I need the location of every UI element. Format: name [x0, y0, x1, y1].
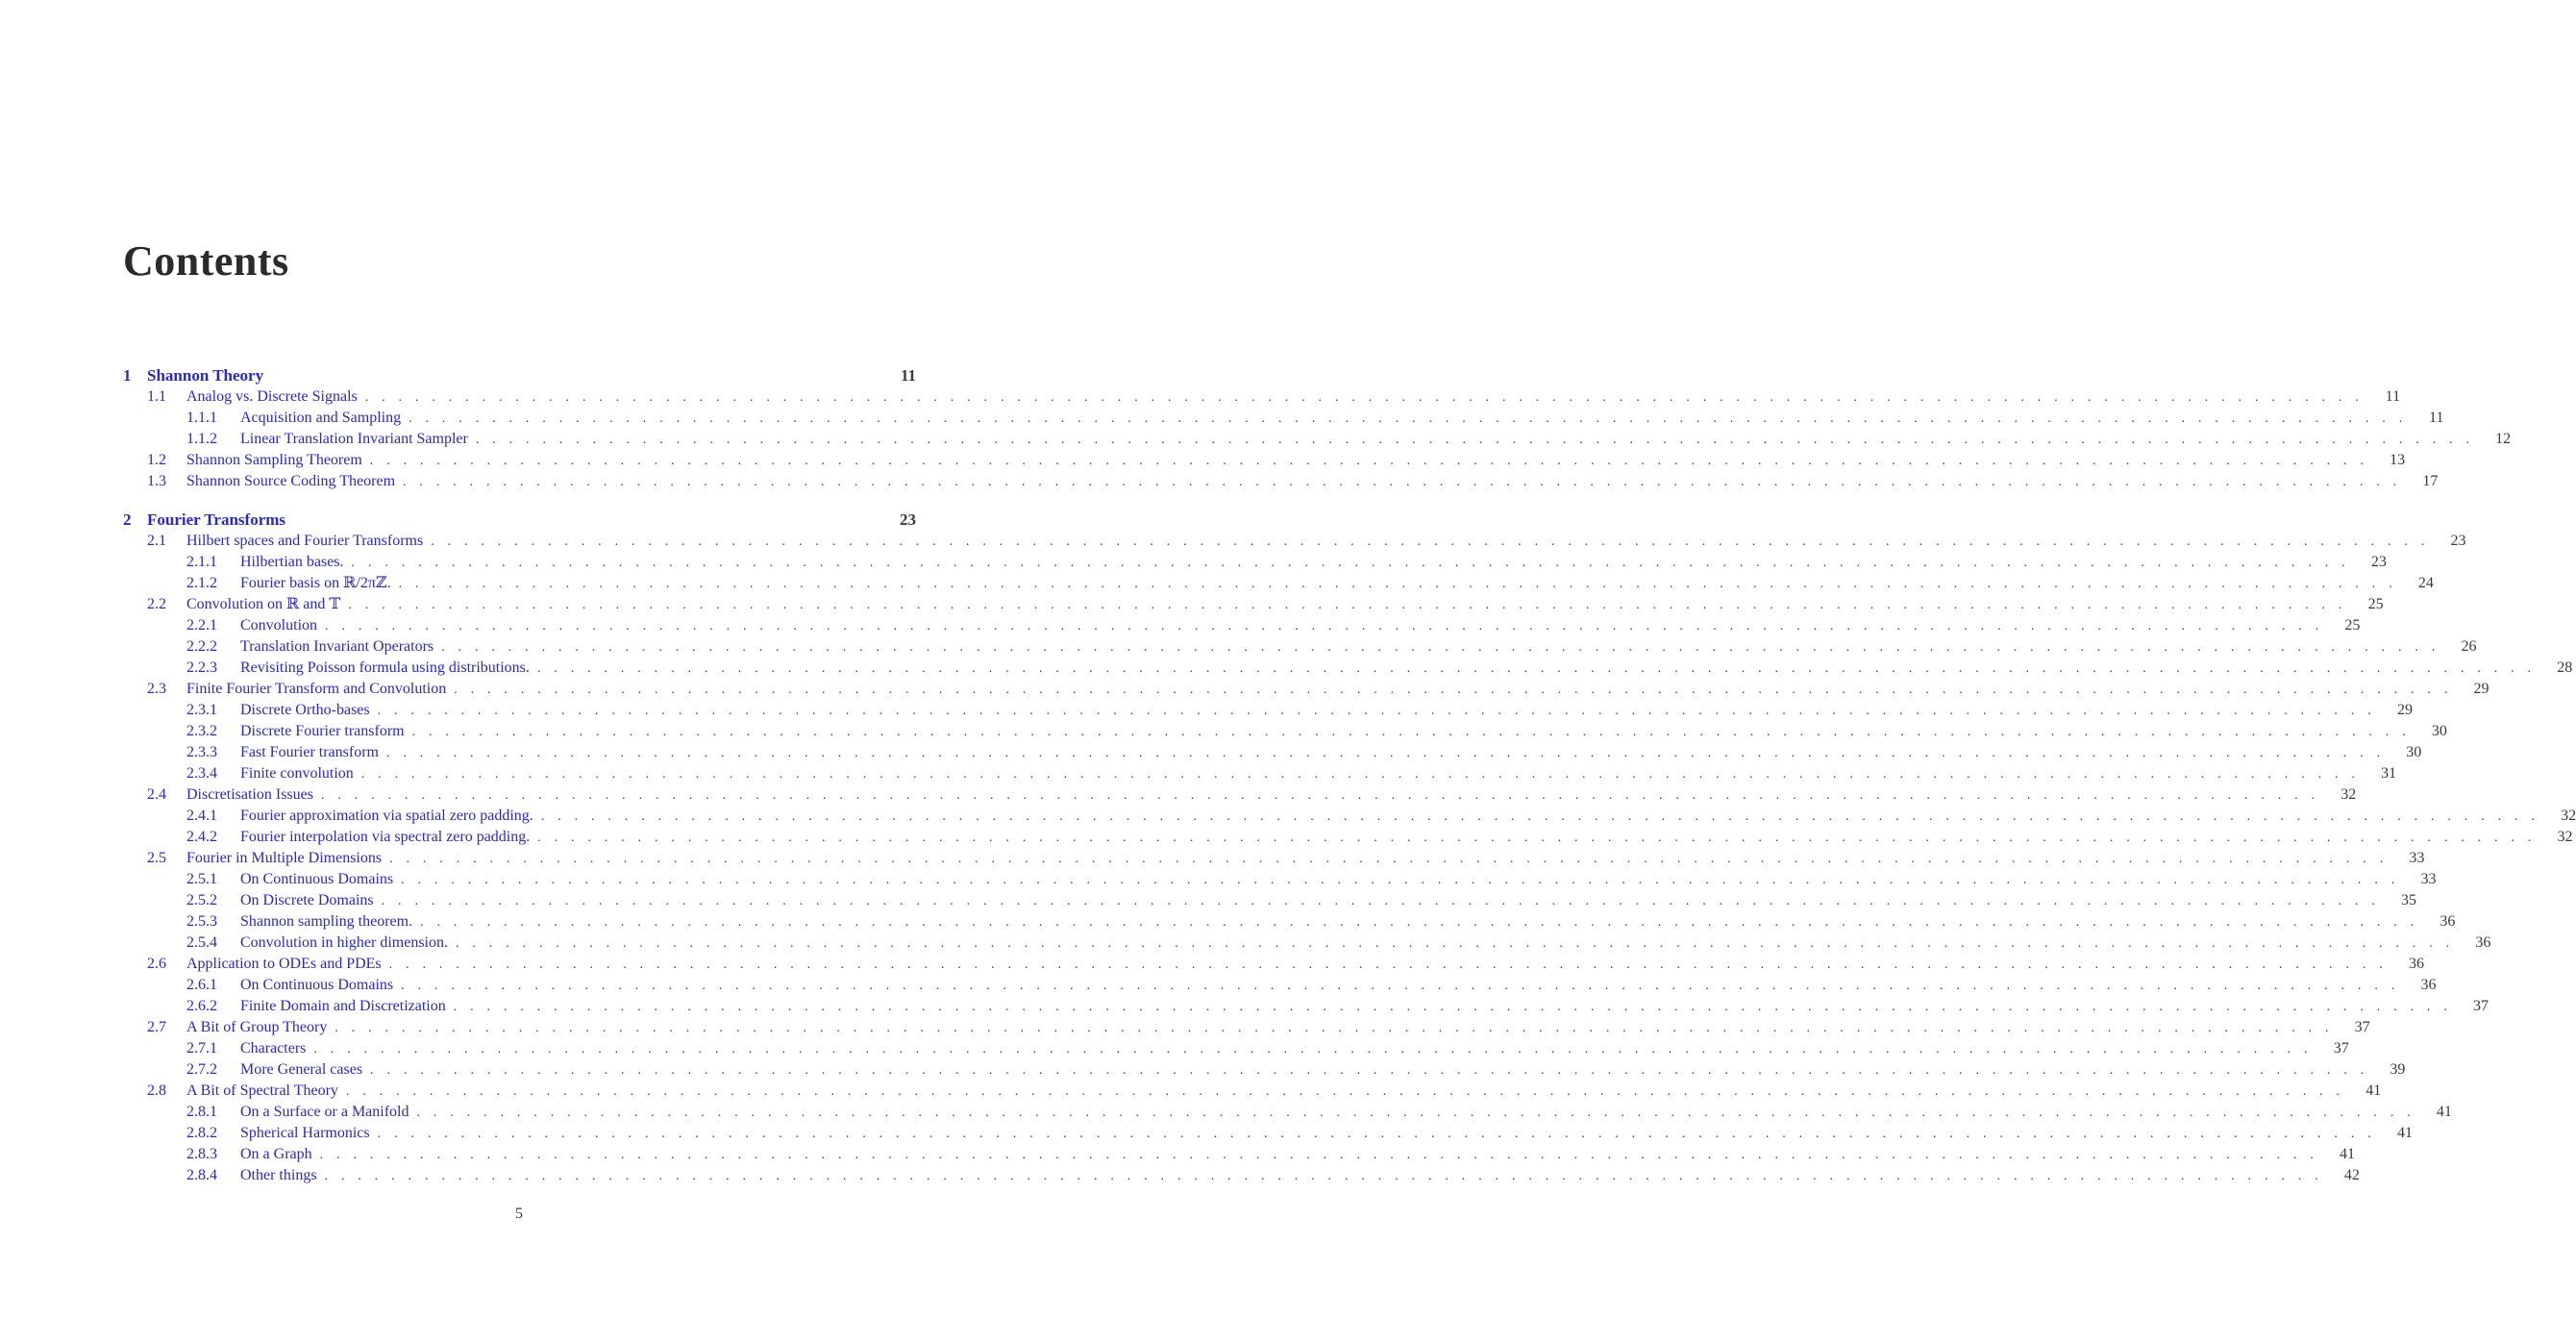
page-number: 5	[515, 1206, 523, 1222]
toc-section-link[interactable]	[123, 471, 2439, 492]
section-number[interactable]: 1.2	[147, 452, 166, 468]
toc-section-link[interactable]	[123, 594, 2384, 615]
toc-subsection-link[interactable]	[123, 1165, 2360, 1186]
subsection-number[interactable]: 2.5.2	[186, 892, 217, 908]
toc-section-link[interactable]	[123, 954, 2424, 975]
subsection-number[interactable]: 2.1.1	[186, 554, 217, 570]
toc-subsection-link[interactable]	[123, 721, 2447, 742]
section-number[interactable]: 1.3	[147, 473, 166, 489]
subsection-number[interactable]: 2.5.3	[186, 913, 217, 930]
section-page[interactable]: 41	[2365, 1082, 2382, 1099]
subsection-title[interactable]: Discrete Fourier transform	[240, 723, 405, 739]
section-title[interactable]: Shannon Source Coding Theorem	[186, 473, 396, 489]
subsection-page[interactable]: 26	[2461, 638, 2477, 655]
dot-leader: . . . . . . . . . . . . . . . . . . . . . . . . . . . . . . . . . . . . . . . . . . . . . . . . . . . . . . . . . . . . . . . . . . . . . . . . . . . . . . . . . . . . . . . . . . . . . . . . . . . . . . . . . . . . . . . . . . . . . . . .	[351, 556, 2350, 570]
subsection-title[interactable]: Fourier approximation via spatial zero padding.	[240, 808, 533, 824]
dot-leader: . . . . . . . . . . . . . . . . . . . . . . . . . . . . . . . . . . . . . . . . . . . . . . . . . . . . . . . . . . . . . . . . . . . . . . . . . . . . . . . . . . . . . . . . . . . . . . . . . . . . . . . . . . . . . . . . . . . . . . . .	[324, 1169, 2323, 1183]
toc-subsection-link[interactable]	[123, 869, 2437, 890]
dot-leader: . . . . . . . . . . . . . . . . . . . . . . . . . . . . . . . . . . . . . . . . . . . . . . . . . . . . . . . . . . . . . . . . . . . . . . . . . . . . . . . . . . . . . . . . . . . . . . . . . . . . . . . . . . . . . . . . . . . . . . . .	[364, 390, 2365, 405]
subsection-title[interactable]: Other things	[240, 1167, 317, 1183]
dot-leader: . . . . . . . . . . . . . . . . . . . . . . . . . . . . . . . . . . . . . . . . . . . . . . . . . . . . . . . . . . . . . . . . . . . . . . . . . . . . . . . . . . . . . . . . . . . . . . . . . . . . . . . . . . . . . . . . . . . . . . . .	[320, 788, 2320, 803]
subsection-page[interactable]: 35	[2400, 892, 2416, 908]
toc-chapter	[123, 510, 2576, 1186]
section-number[interactable]: 2.3	[147, 681, 166, 697]
toc-chapter-link[interactable]	[123, 365, 916, 386]
dot-leader: . . . . . . . . . . . . . . . . . . . . . . . . . . . . . . . . . . . . . . . . . . . . . . . . . . . . . . . . . . . . . . . . . . . . . . . . . . . . . . . . . . . . . . . . . . . . . . . . . . . . . . . . . . . . . . . . . . . . . . . .	[348, 598, 2347, 612]
subsection-page[interactable]: 42	[2343, 1167, 2360, 1183]
subsection-page[interactable]: 39	[2390, 1061, 2406, 1078]
section-title[interactable]: Shannon Sampling Theorem	[186, 452, 362, 468]
subsection-page[interactable]: 36	[2440, 913, 2456, 930]
section-page[interactable]: 17	[2422, 473, 2439, 489]
section-number[interactable]: 2.8	[147, 1082, 166, 1099]
toc-subsection-link[interactable]	[123, 658, 2573, 679]
subsection-title[interactable]: Characters	[240, 1040, 307, 1057]
dot-leader: . . . . . . . . . . . . . . . . . . . . . . . . . . . . . . . . . . . . . . . . . . . . . . . . . . . . . . . . . . . . . . . . . . . . . . . . . . . . . . . . . . . . . . . . . . . . . . . . . . . . . . . . . . . . . . . . . . . . . . . .	[377, 704, 2376, 718]
section-page[interactable]: 13	[2390, 452, 2406, 468]
subsection-page[interactable]: 12	[2495, 431, 2512, 447]
subsection-number[interactable]: 2.5.4	[186, 934, 217, 951]
toc-section-link[interactable]	[123, 450, 2406, 471]
dot-leader: . . . . . . . . . . . . . . . . . . . . . . . . . . . . . . . . . . . . . . . . . . . . . . . . . . . . . . . . . . . . . . . . . . . . . . . . . . . . . . . . . . . . . . . . . . . . . . . . . . . . . . . . . . . . . . . . . . . . . . . .	[389, 852, 2389, 866]
section-page[interactable]: 37	[2354, 1019, 2370, 1035]
toc-section-link[interactable]	[123, 1017, 2370, 1038]
subsection-title[interactable]: On a Surface or a Manifold	[240, 1104, 409, 1120]
section-title[interactable]: Fourier in Multiple Dimensions	[186, 850, 383, 866]
subsection-page[interactable]: 31	[2381, 765, 2397, 782]
toc-subsection-link[interactable]	[123, 763, 2397, 784]
subsection-title[interactable]: On Continuous Domains	[240, 871, 394, 887]
toc-section-link[interactable]	[123, 386, 2401, 408]
toc-section-link[interactable]	[123, 1081, 2382, 1102]
toc-chapter-link[interactable]	[123, 510, 916, 531]
page-title: Contents	[123, 237, 289, 285]
toc-subsection-link[interactable]	[123, 1059, 2406, 1081]
toc-subsection-link[interactable]	[123, 996, 2489, 1017]
chapter-title[interactable]: Fourier Transforms	[147, 510, 286, 529]
subsection-title[interactable]: Fourier basis on ℝ/2πℤ.	[240, 575, 391, 591]
subsection-number[interactable]: 1.1.2	[186, 431, 217, 447]
dot-leader: . . . . . . . . . . . . . . . . . . . . . . . . . . . . . . . . . . . . . . . . . . . . . . . . . . . . . . . . . . . . . . . . . . . . . . . . . . . . . . . . . . . . . . . . . . . . . . . . . . . . . . . . . . . . . . . . . . . . . . . .	[325, 619, 2324, 634]
subsection-number[interactable]: 2.1.2	[186, 575, 217, 591]
toc-subsection-link[interactable]	[123, 573, 2434, 594]
subsection-title[interactable]: On Discrete Domains	[240, 892, 374, 908]
section-number[interactable]: 2.2	[147, 596, 166, 612]
subsection-page[interactable]: 25	[2344, 617, 2361, 634]
toc-section-link[interactable]	[123, 531, 2466, 552]
subsection-title[interactable]: Hilbertian bases.	[240, 554, 344, 570]
subsection-title[interactable]: More General cases	[240, 1061, 363, 1078]
toc-subsection-link[interactable]	[123, 429, 2512, 450]
subsection-title[interactable]: Finite Domain and Discretization	[240, 998, 446, 1014]
dot-leader: . . . . . . . . . . . . . . . . . . . . . . . . . . . . . . . . . . . . . . . . . . . . . . . . . . . . . . . . . . . . . . . . . . . . . . . . . . . . . . . . . . . . . . . . . . . . . . . . . . . . . . . . . . . . . . . . . . . . . . . .	[540, 809, 2540, 824]
toc-subsection-link[interactable]	[123, 911, 2456, 933]
subsection-page[interactable]: 33	[2420, 871, 2437, 887]
dot-leader: . . . . . . . . . . . . . . . . . . . . . . . . . . . . . . . . . . . . . . . . . . . . . . . . . . . . . . . . . . . . . . . . . . . . . . . . . . . . . . . . . . . . . . . . . . . . . . . . . . . . . . . . . . . . . . . . . . . . . . . .	[381, 894, 2380, 908]
subsection-title[interactable]: Translation Invariant Operators	[240, 638, 434, 655]
section-page[interactable]: 29	[2473, 681, 2489, 697]
dot-leader: . . . . . . . . . . . . . . . . . . . . . . . . . . . . . . . . . . . . . . . . . . . . . . . . . . . . . . . . . . . . . . . . . . . . . . . . . . . . . . . . . . . . . . . . . . . . . . . . . . . . . . . . . . . . . . . . . . . . . . . .	[403, 475, 2402, 489]
section-title[interactable]: Hilbert spaces and Fourier Transforms	[186, 533, 424, 549]
dot-leader: . . . . . . . . . . . . . . . . . . . . . . . . . . . . . . . . . . . . . . . . . . . . . . . . . . . . . . . . . . . . . . . . . . . . . . . . . . . . . . . . . . . . . . . . . . . . . . . . . . . . . . . . . . . . . . . . . . . . . . . .	[441, 640, 2440, 655]
section-title[interactable]: Finite Fourier Transform and Convolution	[186, 681, 447, 697]
dot-leader: . . . . . . . . . . . . . . . . . . . . . . . . . . . . . . . . . . . . . . . . . . . . . . . . . . . . . . . . . . . . . . . . . . . . . . . . . . . . . . . . . . . . . . . . . . . . . . . . . . . . . . . . . . . . . . . . . . . . . . . .	[398, 577, 2397, 591]
dot-leader: . . . . . . . . . . . . . . . . . . . . . . . . . . . . . . . . . . . . . . . . . . . . . . . . . . . . . . . . . . . . . . . . . . . . . . . . . . . . . . . . . . . . . . . . . . . . . . . . . . . . . . . . . . . . . . . . . . . . . . . .	[475, 433, 2475, 447]
section-page[interactable]: 36	[2408, 956, 2424, 972]
dot-leader: . . . . . . . . . . . . . . . . . . . . . . . . . . . . . . . . . . . . . . . . . . . . . . . . . . . . . . . . . . . . . . . . . . . . . . . . . . . . . . . . . . . . . . . . . . . . . . . . . . . . . . . . . . . . . . . . . . . . . . . .	[369, 454, 2369, 468]
subsection-number[interactable]: 2.8.3	[186, 1146, 217, 1162]
chapter-page[interactable]: 23	[900, 510, 916, 529]
section-title[interactable]: Analog vs. Discrete Signals	[186, 388, 358, 405]
toc-subsection-link[interactable]	[123, 700, 2413, 721]
subsection-page[interactable]: 41	[2396, 1125, 2413, 1141]
subsection-title[interactable]: Spherical Harmonics	[240, 1125, 370, 1141]
section-title[interactable]: A Bit of Spectral Theory	[186, 1082, 338, 1099]
section-title[interactable]: Application to ODEs and PDEs	[186, 956, 382, 972]
toc-subsection-link[interactable]	[123, 1144, 2355, 1165]
dot-leader: . . . . . . . . . . . . . . . . . . . . . . . . . . . . . . . . . . . . . . . . . . . . . . . . . . . . . . . . . . . . . . . . . . . . . . . . . . . . . . . . . . . . . . . . . . . . . . . . . . . . . . . . . . . . . . . . . . . . . . . .	[388, 958, 2388, 972]
subsection-number[interactable]: 2.8.1	[186, 1104, 217, 1120]
subsection-number[interactable]: 2.4.2	[186, 829, 217, 845]
subsection-number[interactable]: 2.8.2	[186, 1125, 217, 1141]
section-number[interactable]: 1.1	[147, 388, 166, 405]
toc-chapter	[123, 365, 2512, 492]
subsection-number[interactable]: 2.2.2	[186, 638, 217, 655]
toc-subsection-link[interactable]	[123, 742, 2422, 763]
section-title[interactable]: Convolution on ℝ and 𝕋	[186, 596, 341, 612]
toc-subsection-link[interactable]	[123, 806, 2576, 827]
subsection-title[interactable]: Convolution in higher dimension.	[240, 934, 448, 951]
subsection-number[interactable]: 2.3.1	[186, 702, 217, 718]
toc-subsection-link[interactable]	[123, 975, 2437, 996]
chapter-page[interactable]: 11	[900, 366, 916, 385]
subsection-number[interactable]: 2.3.4	[186, 765, 217, 782]
dot-leader: . . . . . . . . . . . . . . . . . . . . . . . . . . . . . . . . . . . . . . . . . . . . . . . . . . . . . . . . . . . . . . . . . . . . . . . . . . . . . . . . . . . . . . . . . . . . . . . . . . . . . . . . . . . . . . . . . . . . . . . .	[411, 725, 2411, 739]
subsection-page[interactable]: 11	[2429, 410, 2444, 426]
subsection-number[interactable]: 2.3.3	[186, 744, 217, 760]
subsection-page[interactable]: 37	[2333, 1040, 2349, 1057]
subsection-page[interactable]: 29	[2396, 702, 2413, 718]
subsection-page[interactable]: 30	[2431, 723, 2447, 739]
subsection-number[interactable]: 1.1.1	[186, 410, 217, 426]
dot-leader: . . . . . . . . . . . . . . . . . . . . . . . . . . . . . . . . . . . . . . . . . . . . . . . . . . . . . . . . . . . . . . . . . . . . . . . . . . . . . . . . . . . . . . . . . . . . . . . . . . . . . . . . . . . . . . . . . . . . . . . .	[536, 661, 2537, 676]
chapter-number[interactable]: 2	[123, 510, 132, 529]
section-number[interactable]: 2.6	[147, 956, 166, 972]
subsection-page[interactable]: 37	[2473, 998, 2489, 1014]
toc-section-link[interactable]	[123, 784, 2357, 806]
subsection-title[interactable]: Acquisition and Sampling	[240, 410, 402, 426]
subsection-title[interactable]: Discrete Ortho-bases	[240, 702, 370, 718]
subsection-page[interactable]: 23	[2370, 554, 2387, 570]
chapter-title[interactable]: Shannon Theory	[147, 366, 264, 385]
subsection-title[interactable]: Fast Fourier transform	[240, 744, 379, 760]
dot-leader: . . . . . . . . . . . . . . . . . . . . . . . . . . . . . . . . . . . . . . . . . . . . . . . . . . . . . . . . . . . . . . . . . . . . . . . . . . . . . . . . . . . . . . . . . . . . . . . . . . . . . . . . . . . . . . . . . . . . . . . .	[409, 411, 2408, 426]
dot-leader: . . . . . . . . . . . . . . . . . . . . . . . . . . . . . . . . . . . . . . . . . . . . . . . . . . . . . . . . . . . . . . . . . . . . . . . . . . . . . . . . . . . . . . . . . . . . . . . . . . . . . . . . . . . . . . . . . . . . . . . .	[345, 1084, 2345, 1099]
subsection-title[interactable]: Shannon sampling theorem.	[240, 913, 413, 930]
toc-subsection-link[interactable]	[123, 636, 2477, 658]
dot-leader: . . . . . . . . . . . . . . . . . . . . . . . . . . . . . . . . . . . . . . . . . . . . . . . . . . . . . . . . . . . . . . . . . . . . . . . . . . . . . . . . . . . . . . . . . . . . . . . . . . . . . . . . . . . . . . . . . . . . . . . .	[454, 683, 2453, 697]
dot-leader: . . . . . . . . . . . . . . . . . . . . . . . . . . . . . . . . . . . . . . . . . . . . . . . . . . . . . . . . . . . . . . . . . . . . . . . . . . . . . . . . . . . . . . . . . . . . . . . . . . . . . . . . . . . . . . . . . . . . . . . .	[360, 767, 2361, 782]
subsection-title[interactable]: Linear Translation Invariant Sampler	[240, 431, 468, 447]
subsection-number[interactable]: 2.3.2	[186, 723, 217, 739]
subsection-number[interactable]: 2.2.3	[186, 659, 217, 676]
dot-leader: . . . . . . . . . . . . . . . . . . . . . . . . . . . . . . . . . . . . . . . . . . . . . . . . . . . . . . . . . . . . . . . . . . . . . . . . . . . . . . . . . . . . . . . . . . . . . . . . . . . . . . . . . . . . . . . . . . . . . . . .	[377, 1127, 2376, 1141]
section-page[interactable]: 11	[2385, 388, 2401, 405]
toc-section-link[interactable]	[123, 848, 2425, 869]
dot-leader: . . . . . . . . . . . . . . . . . . . . . . . . . . . . . . . . . . . . . . . . . . . . . . . . . . . . . . . . . . . . . . . . . . . . . . . . . . . . . . . . . . . . . . . . . . . . . . . . . . . . . . . . . . . . . . . . . . . . . . . .	[537, 831, 2537, 845]
subsection-title[interactable]: On Continuous Domains	[240, 977, 394, 993]
subsection-title[interactable]: Fourier interpolation via spectral zero padding.	[240, 829, 531, 845]
subsection-page[interactable]: 36	[2475, 934, 2491, 951]
dot-leader: . . . . . . . . . . . . . . . . . . . . . . . . . . . . . . . . . . . . . . . . . . . . . . . . . . . . . . . . . . . . . . . . . . . . . . . . . . . . . . . . . . . . . . . . . . . . . . . . . . . . . . . . . . . . . . . . . . . . . . . .	[453, 1000, 2453, 1014]
subsection-number[interactable]: 2.7.1	[186, 1040, 217, 1057]
dot-leader: . . . . . . . . . . . . . . . . . . . . . . . . . . . . . . . . . . . . . . . . . . . . . . . . . . . . . . . . . . . . . . . . . . . . . . . . . . . . . . . . . . . . . . . . . . . . . . . . . . . . . . . . . . . . . . . . . . . . . . . .	[334, 1021, 2334, 1035]
subsection-number[interactable]: 2.5.1	[186, 871, 217, 887]
subsection-page[interactable]: 28	[2557, 659, 2573, 676]
subsection-number[interactable]: 2.7.2	[186, 1061, 217, 1078]
toc-subsection-link[interactable]	[123, 1038, 2349, 1059]
subsection-number[interactable]: 2.6.2	[186, 998, 217, 1014]
toc-section-link[interactable]	[123, 679, 2489, 700]
table-of-contents	[123, 365, 2576, 1204]
subsection-title[interactable]: Convolution	[240, 617, 318, 634]
toc-subsection-link[interactable]	[123, 827, 2573, 848]
subsection-number[interactable]: 2.4.1	[186, 808, 217, 824]
toc-subsection-link[interactable]	[123, 890, 2416, 911]
toc-subsection-link[interactable]	[123, 933, 2491, 954]
section-number[interactable]: 2.5	[147, 850, 166, 866]
subsection-page[interactable]: 32	[2561, 808, 2576, 824]
subsection-number[interactable]: 2.6.1	[186, 977, 217, 993]
section-title[interactable]: Discretisation Issues	[186, 786, 313, 803]
section-page[interactable]: 32	[2341, 786, 2357, 803]
subsection-title[interactable]: Revisiting Poisson formula using distributions.	[240, 659, 530, 676]
toc-subsection-link[interactable]	[123, 1123, 2413, 1144]
dot-leader: . . . . . . . . . . . . . . . . . . . . . . . . . . . . . . . . . . . . . . . . . . . . . . . . . . . . . . . . . . . . . . . . . . . . . . . . . . . . . . . . . . . . . . . . . . . . . . . . . . . . . . . . . . . . . . . . . . . . . . . .	[456, 936, 2455, 951]
dot-leader: . . . . . . . . . . . . . . . . . . . . . . . . . . . . . . . . . . . . . . . . . . . . . . . . . . . . . . . . . . . . . . . . . . . . . . . . . . . . . . . . . . . . . . . . . . . . . . . . . . . . . . . . . . . . . . . . . . . . . . . .	[416, 1106, 2415, 1120]
toc-subsection-link[interactable]	[123, 1102, 2452, 1123]
subsection-page[interactable]: 41	[2339, 1146, 2355, 1162]
section-title[interactable]: A Bit of Group Theory	[186, 1019, 328, 1035]
dot-leader: . . . . . . . . . . . . . . . . . . . . . . . . . . . . . . . . . . . . . . . . . . . . . . . . . . . . . . . . . . . . . . . . . . . . . . . . . . . . . . . . . . . . . . . . . . . . . . . . . . . . . . . . . . . . . . . . . . . . . . . .	[401, 979, 2400, 993]
dot-leader: . . . . . . . . . . . . . . . . . . . . . . . . . . . . . . . . . . . . . . . . . . . . . . . . . . . . . . . . . . . . . . . . . . . . . . . . . . . . . . . . . . . . . . . . . . . . . . . . . . . . . . . . . . . . . . . . . . . . . . . .	[313, 1042, 2313, 1057]
subsection-title[interactable]: Finite convolution	[240, 765, 354, 782]
dot-leader: . . . . . . . . . . . . . . . . . . . . . . . . . . . . . . . . . . . . . . . . . . . . . . . . . . . . . . . . . . . . . . . . . . . . . . . . . . . . . . . . . . . . . . . . . . . . . . . . . . . . . . . . . . . . . . . . . . . . . . . .	[385, 746, 2386, 760]
dot-leader: . . . . . . . . . . . . . . . . . . . . . . . . . . . . . . . . . . . . . . . . . . . . . . . . . . . . . . . . . . . . . . . . . . . . . . . . . . . . . . . . . . . . . . . . . . . . . . . . . . . . . . . . . . . . . . . . . . . . . . . .	[401, 873, 2400, 887]
subsection-number[interactable]: 2.8.4	[186, 1167, 217, 1183]
section-page[interactable]: 33	[2409, 850, 2425, 866]
subsection-page[interactable]: 41	[2436, 1104, 2452, 1120]
dot-leader: . . . . . . . . . . . . . . . . . . . . . . . . . . . . . . . . . . . . . . . . . . . . . . . . . . . . . . . . . . . . . . . . . . . . . . . . . . . . . . . . . . . . . . . . . . . . . . . . . . . . . . . . . . . . . . . . . . . . . . . .	[319, 1148, 2318, 1162]
subsection-page[interactable]: 30	[2406, 744, 2422, 760]
subsection-page[interactable]: 36	[2420, 977, 2437, 993]
section-number[interactable]: 2.1	[147, 533, 166, 549]
subsection-title[interactable]: On a Graph	[240, 1146, 312, 1162]
subsection-page[interactable]: 32	[2557, 829, 2573, 845]
dot-leader: . . . . . . . . . . . . . . . . . . . . . . . . . . . . . . . . . . . . . . . . . . . . . . . . . . . . . . . . . . . . . . . . . . . . . . . . . . . . . . . . . . . . . . . . . . . . . . . . . . . . . . . . . . . . . . . . . . . . . . . .	[370, 1063, 2369, 1078]
section-number[interactable]: 2.4	[147, 786, 166, 803]
toc-subsection-link[interactable]	[123, 552, 2387, 573]
dot-leader: . . . . . . . . . . . . . . . . . . . . . . . . . . . . . . . . . . . . . . . . . . . . . . . . . . . . . . . . . . . . . . . . . . . . . . . . . . . . . . . . . . . . . . . . . . . . . . . . . . . . . . . . . . . . . . . . . . . . . . . .	[420, 915, 2419, 930]
section-page[interactable]: 25	[2367, 596, 2384, 612]
subsection-number[interactable]: 2.2.1	[186, 617, 217, 634]
section-number[interactable]: 2.7	[147, 1019, 166, 1035]
toc-subsection-link[interactable]	[123, 408, 2444, 429]
dot-leader: . . . . . . . . . . . . . . . . . . . . . . . . . . . . . . . . . . . . . . . . . . . . . . . . . . . . . . . . . . . . . . . . . . . . . . . . . . . . . . . . . . . . . . . . . . . . . . . . . . . . . . . . . . . . . . . . . . . . . . . .	[431, 535, 2430, 549]
toc-subsection-link[interactable]	[123, 615, 2361, 636]
section-page[interactable]: 23	[2450, 533, 2466, 549]
subsection-page[interactable]: 24	[2417, 575, 2434, 591]
chapter-number[interactable]: 1	[123, 366, 132, 385]
